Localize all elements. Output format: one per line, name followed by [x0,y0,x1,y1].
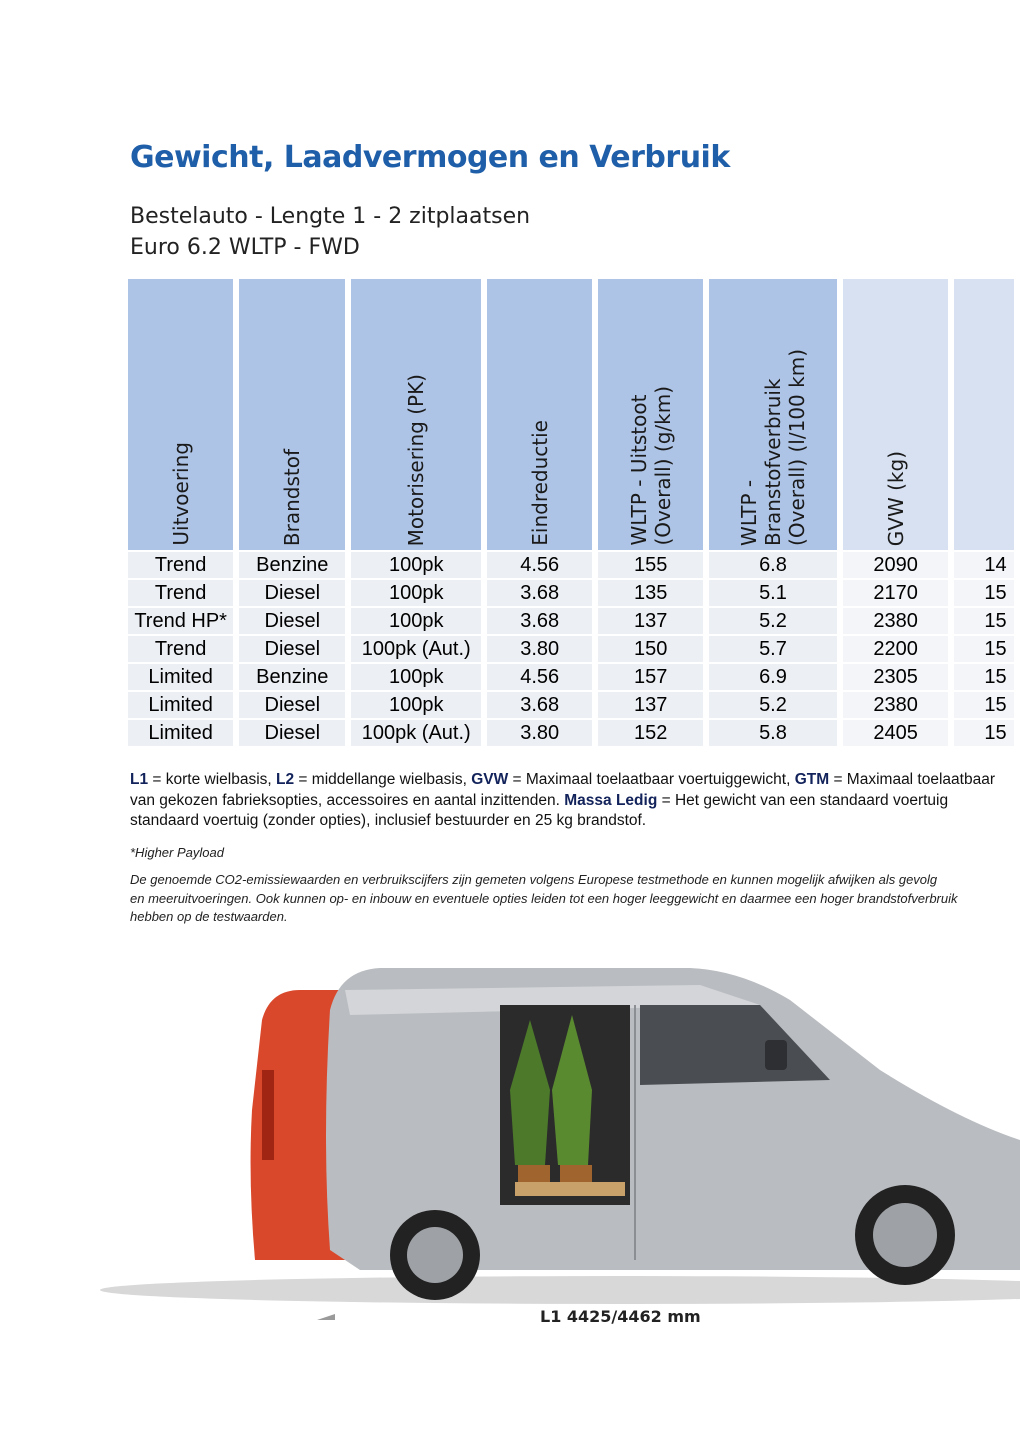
table-cell-gvw: 2200 [843,634,949,662]
table-cell-motor: 100pk [351,690,481,718]
notes-term: L1 [130,771,149,788]
table-cell-eindreductie: 3.80 [487,718,592,746]
column-header: Uitvoering [128,279,233,550]
table-cell-eindreductie: 3.68 [487,578,592,606]
table-cell-verbruik: 5.7 [709,634,837,662]
table-cell-uitvoering: Trend [128,550,233,578]
table-cell-eindreductie: 3.68 [487,690,592,718]
notes-text: = Maximaal toelaatbaar voertuiggewicht, [508,771,795,788]
table-row [128,662,1014,690]
table-cell-uitstoot: 150 [598,634,703,662]
column-header: Brandstof [239,279,345,550]
table-cell-eindreductie: 3.80 [487,634,592,662]
legend-notes [130,770,1020,832]
pallet [515,1182,625,1196]
notes-text: = Het gewicht van een standaard voertuig [657,791,949,809]
column-header: WLTP - Uitstoot (Overall) (g/km) [598,279,703,550]
column-header: WLTP - Branstofverbruik (Overall) (l/100 km) [709,279,837,550]
column-header: Motorisering (PK) [351,279,481,550]
column-header-cut [954,279,1014,550]
table-cell-gvw: 2090 [843,550,949,578]
spec-table [122,279,1020,746]
table-cell-eindreductie: 4.56 [487,662,592,690]
table-cell-eindreductie: 3.68 [487,606,592,634]
table-cell-next: 15 [954,718,1014,746]
ground-shadow [100,1276,1020,1304]
table-cell-brandstof: Diesel [239,578,345,606]
table-cell-brandstof: Benzine [239,662,345,690]
disclaimer-line: hebben op de testwaarden. [130,909,288,924]
table-cell-uitstoot: 137 [598,606,703,634]
table-cell-verbruik: 5.2 [709,690,837,718]
table-cell-gvw: 2380 [843,606,949,634]
table-cell-uitvoering: Trend [128,578,233,606]
dimension-arrowhead [305,1314,335,1320]
table-cell-verbruik: 6.9 [709,662,837,690]
front-wheel-rim [873,1203,937,1267]
notes-text: = Maximaal toelaatbaar [829,771,995,788]
table-cell-next: 15 [954,634,1014,662]
table-cell-gvw: 2170 [843,578,949,606]
table-row [128,690,1014,718]
table-cell-eindreductie: 4.56 [487,550,592,578]
table-cell-uitvoering: Limited [128,662,233,690]
table-cell-uitvoering: Trend [128,634,233,662]
table-cell-uitstoot: 137 [598,690,703,718]
table-cell-brandstof: Diesel [239,606,345,634]
table-cell-brandstof: Benzine [239,550,345,578]
table-cell-gvw: 2405 [843,718,949,746]
table-cell-next: 15 [954,578,1014,606]
table-row [128,634,1014,662]
notes-term: L2 [276,771,295,788]
notes-line-1 [130,770,1020,791]
table-cell-motor: 100pk [351,606,481,634]
plant-pot [518,1165,550,1183]
table-cell-brandstof: Diesel [239,690,345,718]
table-cell-motor: 100pk [351,550,481,578]
table-cell-verbruik: 5.1 [709,578,837,606]
table-cell-next: 14 [954,550,1014,578]
column-header: GVW (kg) [843,279,949,550]
table-cell-motor: 100pk [351,662,481,690]
table-cell-verbruik: 6.8 [709,550,837,578]
table-cell-brandstof: Diesel [239,634,345,662]
side-mirror [765,1040,787,1070]
rear-wheel-rim [407,1227,463,1283]
table-row [128,550,1014,578]
notes-term: GTM [794,771,830,788]
disclaimer-line: en meeruitvoeringen. Ook kunnen op- en inbouw en eventuele opties leiden tot een hoger leeggewicht en daarmee een hoger brandstofverbruik [130,890,958,906]
notes-term: GVW [471,771,509,788]
disclaimer [130,871,1020,927]
table-header-row [128,279,1014,550]
rear-van-lamp [262,1070,274,1160]
page-title: Gewicht, Laadvermogen en Verbruik [130,140,730,175]
table-cell-motor: 100pk (Aut.) [351,634,481,662]
footnote: *Higher Payload [130,845,224,860]
table-cell-uitvoering: Limited [128,690,233,718]
table-cell-next: 15 [954,606,1014,634]
van-illustration [0,960,1020,1320]
plant-pot [560,1165,592,1183]
table-cell-motor: 100pk [351,578,481,606]
table-cell-verbruik: 5.8 [709,718,837,746]
notes-term: Massa Ledig [564,791,658,809]
table-cell-uitstoot: 155 [598,550,703,578]
table-cell-uitstoot: 157 [598,662,703,690]
table-cell-motor: 100pk (Aut.) [351,718,481,746]
notes-text: van gekozen fabrieksopties, accessoires en aantal inzittenden. [130,791,565,809]
dimension-label: L1 4425/4462 mm [540,1307,701,1326]
table-cell-uitvoering: Trend HP* [128,606,233,634]
subtitle-line-2: Euro 6.2 WLTP - FWD [130,235,360,260]
notes-text: = middellange wielbasis, [294,771,472,788]
notes-line-3: standaard voertuig (zonder opties), inclusief bestuurder en 25 kg brandstof. [130,812,647,829]
table-cell-verbruik: 5.2 [709,606,837,634]
table-cell-next: 15 [954,690,1014,718]
table-row [128,606,1014,634]
table-cell-gvw: 2305 [843,662,949,690]
notes-line-2 [130,791,1020,812]
notes-text: = korte wielbasis, [148,771,277,788]
table-cell-gvw: 2380 [843,690,949,718]
table-row [128,578,1014,606]
subtitle-line-1: Bestelauto - Lengte 1 - 2 zitplaatsen [130,204,531,229]
column-header: Eindreductie [487,279,592,550]
table-cell-brandstof: Diesel [239,718,345,746]
table-cell-next: 15 [954,662,1014,690]
disclaimer-line: De genoemde CO2-emissiewaarden en verbruikscijfers zijn gemeten volgens Europese testmethode en kunnen mogelijk afwijken als gevolg [130,872,938,887]
table-cell-uitstoot: 152 [598,718,703,746]
table-row [128,718,1014,746]
table-cell-uitvoering: Limited [128,718,233,746]
table-cell-uitstoot: 135 [598,578,703,606]
